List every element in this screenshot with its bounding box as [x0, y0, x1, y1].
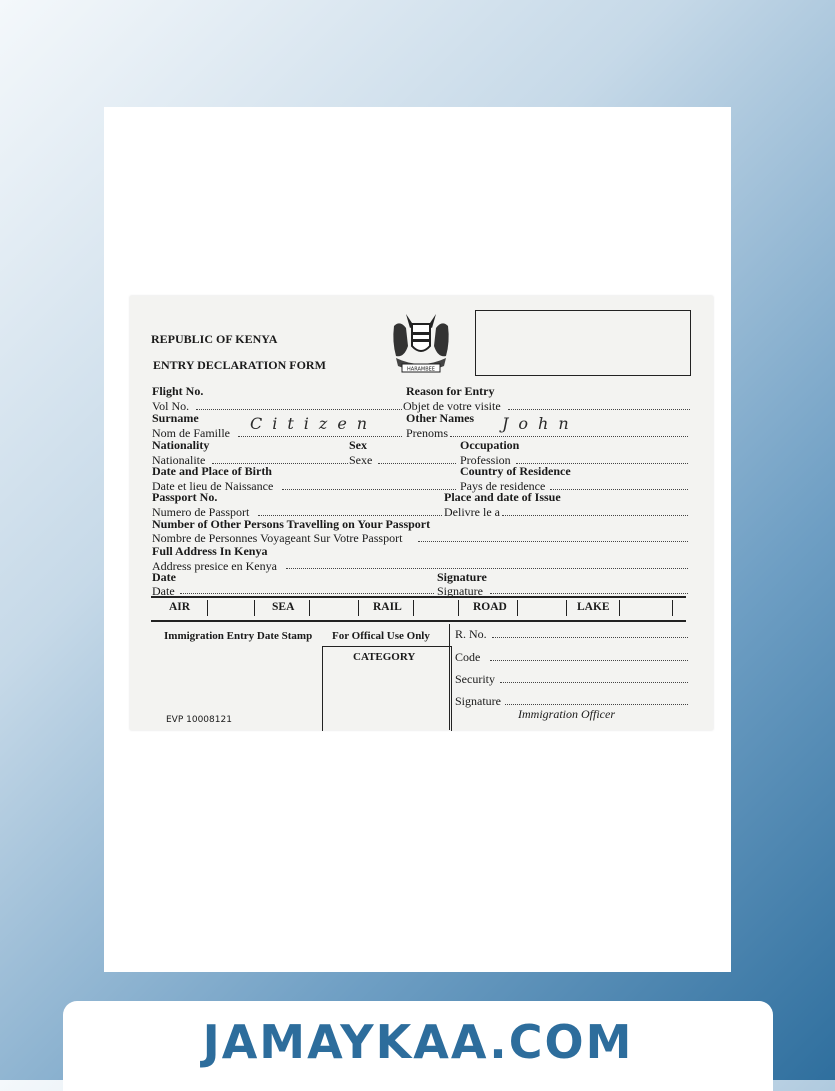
flight-field[interactable]	[196, 409, 402, 410]
birth-field[interactable]	[282, 489, 456, 490]
mode-air-checkbox[interactable]	[207, 600, 255, 616]
official-divider	[449, 624, 450, 730]
code-field[interactable]	[490, 660, 688, 661]
kenya-coat-of-arms-icon	[388, 306, 454, 376]
mode-sea-checkbox[interactable]	[309, 600, 359, 616]
coat-of-arms-motto: HARAMBEE	[407, 366, 435, 373]
mode-air-label: AIR	[169, 601, 191, 613]
mode-lake-checkbox[interactable]	[619, 600, 673, 616]
others-label-fr: Nombre de Personnes Voyageant Sur Votre Passport	[152, 531, 403, 545]
form-title: ENTRY DECLARATION FORM	[153, 358, 326, 372]
residence-label: Country of Residence	[460, 464, 571, 478]
others-label: Number of Other Persons Travelling on Your Passport	[152, 517, 431, 531]
sex-label-fr: Sexe	[349, 453, 373, 467]
official-use-label: For Offical Use Only	[332, 630, 430, 642]
signature-field[interactable]	[490, 593, 688, 594]
form-serial: EVP 10008121	[166, 715, 232, 725]
occupation-label-fr: Profession	[460, 453, 511, 467]
address-label: Full Address In Kenya	[152, 544, 268, 558]
official-signature-label: Signature	[455, 694, 501, 708]
r-no-field[interactable]	[492, 637, 688, 638]
signature-label: Signature	[437, 570, 487, 584]
birth-label: Date and Place of Birth	[152, 464, 272, 478]
other-names-label-fr: Prenoms	[406, 426, 448, 440]
occupation-label: Occupation	[460, 438, 520, 452]
date-label-fr: Date	[152, 584, 175, 598]
nationality-label-fr: Nationalite	[152, 453, 206, 467]
flight-label: Flight No.	[152, 384, 204, 398]
others-field[interactable]	[418, 541, 688, 542]
other-names-field[interactable]	[450, 436, 688, 437]
surname-handwritten: Citizen	[250, 414, 378, 433]
mode-road-checkbox[interactable]	[517, 600, 567, 616]
issue-field[interactable]	[502, 515, 688, 516]
birth-label-fr: Date et lieu de Naissance	[152, 479, 274, 493]
passport-label-fr: Numero de Passport	[152, 505, 250, 519]
stamp-label: Immigration Entry Date Stamp	[164, 630, 313, 642]
issue-label-fr: Delivre le a	[444, 505, 500, 519]
security-label: Security	[455, 672, 495, 686]
footer-banner	[63, 1001, 773, 1091]
passport-field[interactable]	[258, 515, 442, 516]
date-label: Date	[152, 570, 176, 584]
officer-label: Immigration Officer	[518, 707, 615, 721]
surname-label: Surname	[152, 411, 199, 425]
passport-label: Passport No.	[152, 490, 218, 504]
flight-label-fr: Vol No.	[152, 399, 190, 413]
other-names-handwritten: John	[502, 414, 579, 433]
mode-lake-label: LAKE	[577, 601, 610, 613]
category-label: CATEGORY	[353, 651, 416, 663]
brand-logo-text[interactable]: JAMAYKAA.COM	[202, 1015, 634, 1069]
address-label-fr: Address presice en Kenya	[152, 559, 277, 573]
signature-label-fr: Signature	[437, 584, 483, 598]
r-no-label: R. No.	[455, 627, 487, 641]
mode-rail-label: RAIL	[373, 601, 402, 613]
surname-field[interactable]	[238, 436, 402, 437]
travel-mode-row	[151, 596, 686, 622]
reason-label-fr: Objet de votre visite	[403, 399, 501, 413]
form-country: REPUBLIC OF KENYA	[151, 332, 278, 346]
code-label: Code	[455, 650, 481, 664]
surname-label-fr: Nom de Famille	[152, 426, 230, 440]
sex-field[interactable]	[378, 463, 456, 464]
mode-road-label: ROAD	[473, 601, 507, 613]
issue-label: Place and date of Issue	[444, 490, 561, 504]
official-signature-field[interactable]	[505, 704, 688, 705]
sex-label: Sex	[349, 438, 367, 452]
nationality-label: Nationality	[152, 438, 210, 452]
mode-rail-checkbox[interactable]	[413, 600, 459, 616]
residence-label-fr: Pays de residence	[460, 479, 546, 493]
residence-field[interactable]	[550, 489, 688, 490]
category-box	[322, 646, 452, 731]
date-field[interactable]	[180, 593, 434, 594]
mode-sea-label: SEA	[272, 601, 295, 613]
entry-stamp-box	[475, 310, 691, 376]
entry-declaration-form	[130, 296, 713, 730]
other-names-label: Other Names	[406, 411, 475, 425]
reason-field[interactable]	[508, 409, 690, 410]
security-field[interactable]	[500, 682, 688, 683]
address-field[interactable]	[286, 568, 688, 569]
reason-label: Reason for Entry	[406, 384, 495, 398]
